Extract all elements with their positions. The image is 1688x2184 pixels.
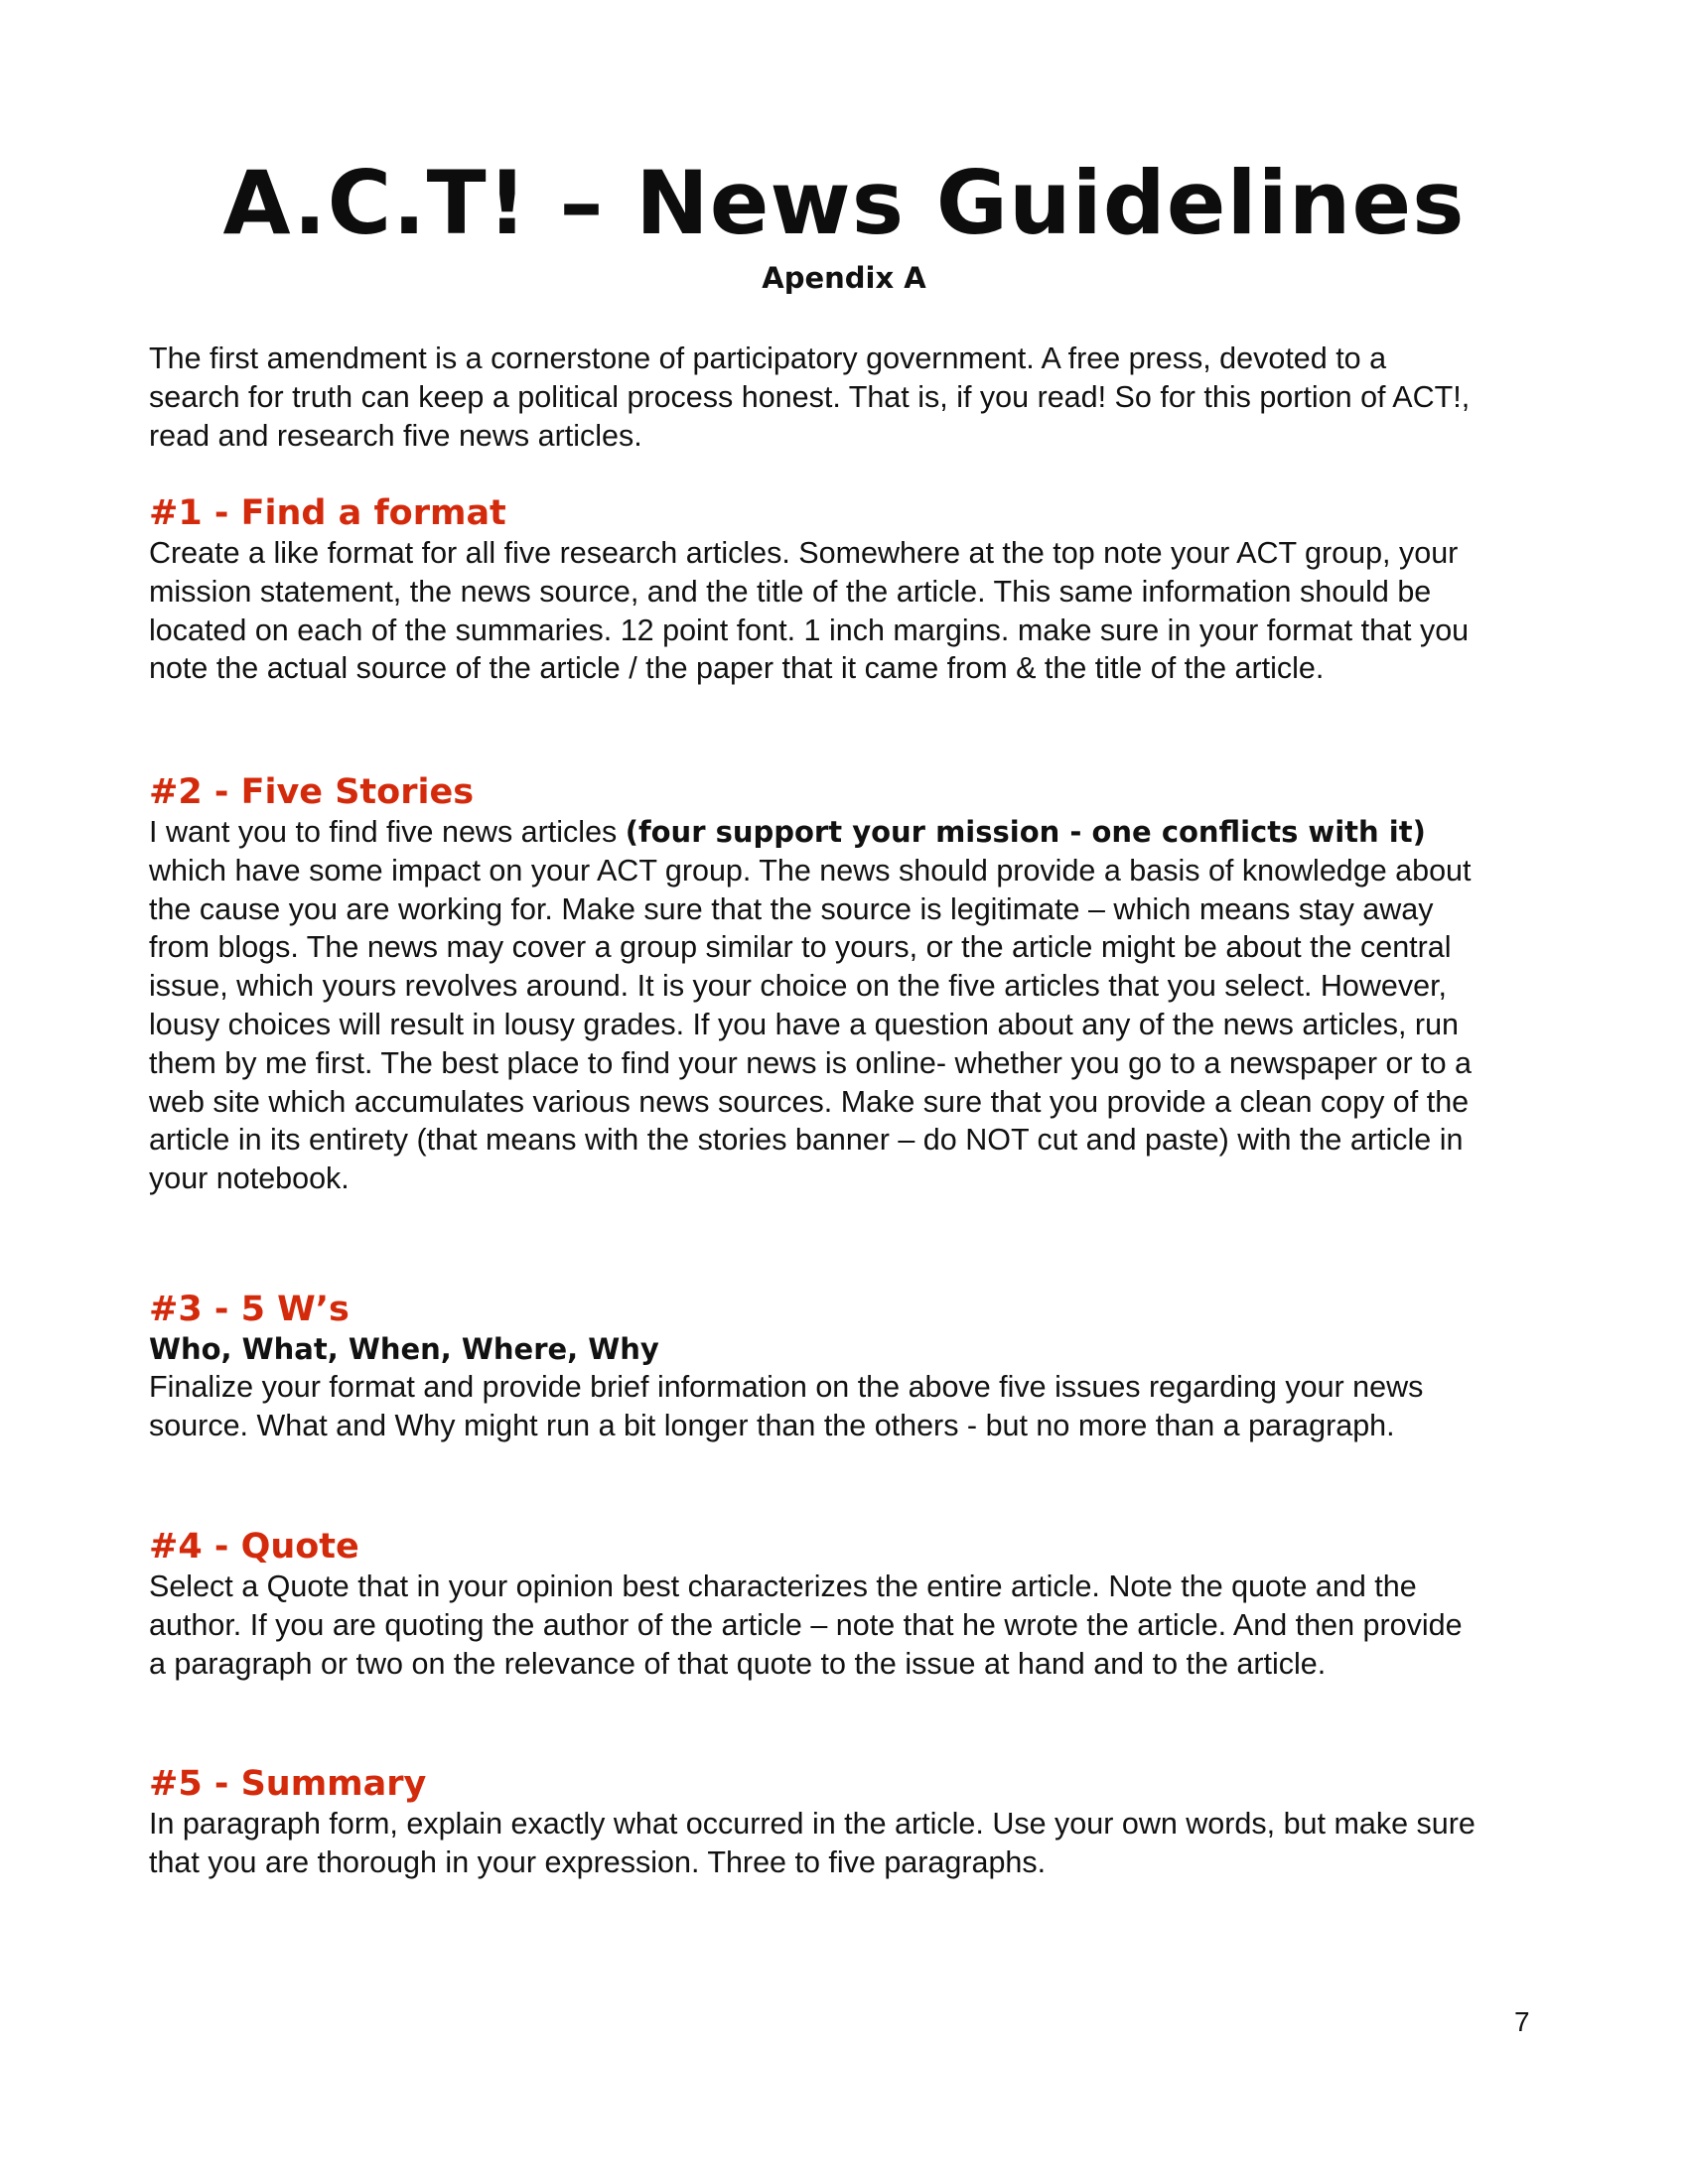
section-3-content (149, 1330, 1479, 1445)
section-2-body (149, 813, 1479, 1198)
section-2-body-text: I want you to find five news articles (149, 815, 626, 849)
section-1-body: Create a like format for all five research articles. Somewhere at the top note your ACT group, your mission statement, the news source, and the title of the article. This same information should be located on each of the summaries. 12 point font. 1 inch margins. make sure in your format that you note the actual source of the article / the paper that it came from & the title of the article. (149, 536, 1470, 686)
section-1-heading: #1 - Find a format (149, 493, 506, 533)
section-5-body: In paragraph form, explain exactly what occurred in the article. Use your own words, but make sure that you are thorough in your expression. Three to five paragraphs. (149, 1807, 1476, 1879)
section-3-subheading: Who, What, When, Where, Why (149, 1332, 659, 1366)
section-3-body: Finalize your format and provide brief information on the above five issues regarding your news source. What and Why might run a bit longer than the others - but no more than a paragraph. (149, 1370, 1424, 1442)
section-4-heading: #4 - Quote (149, 1527, 359, 1567)
page-number: 7 (1514, 2006, 1530, 2037)
section-2-body-emphasis: (four support your mission - one conflicts with it) (625, 815, 1426, 849)
section-2-heading: #2 - Five Stories (149, 772, 475, 812)
section-5-heading: #5 - Summary (149, 1764, 427, 1804)
section-4-body: Select a Quote that in your opinion best characterizes the entire article. Note the quote and the author. If you are quoting the author of the article – note that he wrote the article. And then provide a paragraph or two on the relevance of that quote to the issue at hand and to the article. (149, 1570, 1463, 1681)
page-title: A.C.T! – News Guidelines (222, 152, 1466, 254)
section-2-body-text-continued: which have some impact on your ACT group. The news should provide a basis of knowledge about the cause you are working for. Make sure that the source is legitimate – which means stay away from blogs. The news may cover a group similar to yours, or the article might be about the central issue, which yours revolves around. It is your choice on the five articles that you select. However, lousy choices will result in lousy grades. If you have a question about any of the news articles, run them by me first. The best place to find your news is online- whether you go to a newspaper or to a web site which accumulates various news sources. Make sure that you provide a clean copy of the article in its entirety (that means with the stories banner – do NOT cut and paste) with the article in your notebook. (149, 853, 1472, 1196)
intro-paragraph: The first amendment is a cornerstone of participatory government. A free press, devoted to a search for truth can keep a political process honest. That is, if you read! So for this portion of ACT!, read and research five news articles. (149, 341, 1471, 453)
section-3-heading: #3 - 5 W’s (149, 1290, 350, 1329)
page-subtitle: Apendix A (762, 261, 926, 295)
